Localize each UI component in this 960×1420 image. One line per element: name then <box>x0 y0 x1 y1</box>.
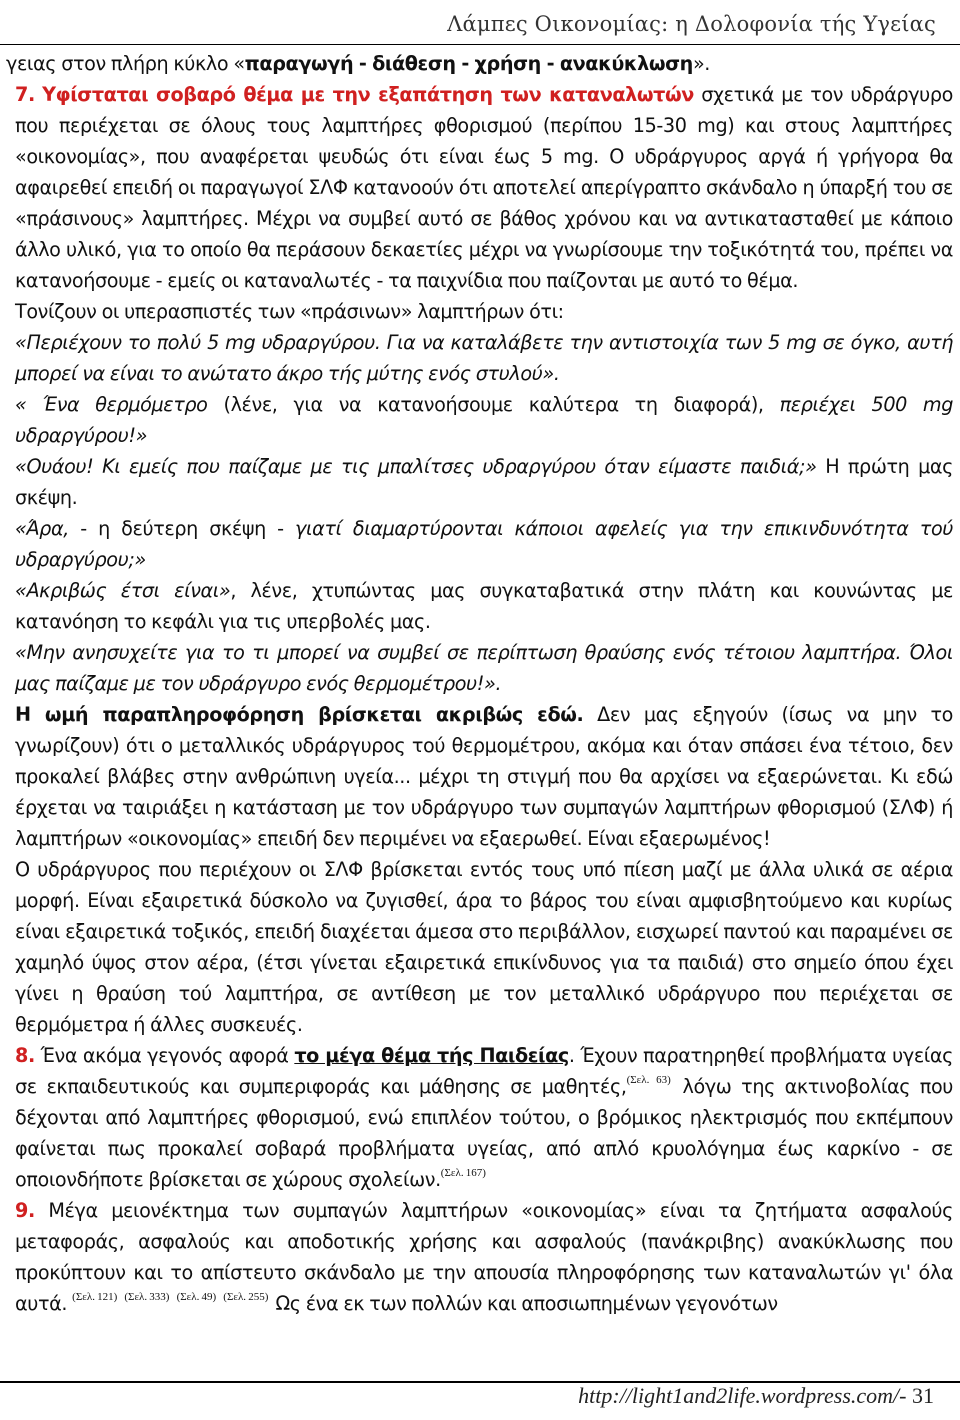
paragraph-quote-wow <box>6 451 953 513</box>
page-reference: (Σελ. 63) <box>626 1074 671 1086</box>
page-reference: (Σελ. 49) <box>176 1291 217 1303</box>
text-span: Ένα ακόμα γεγονός αφορά <box>34 1044 295 1067</box>
paragraph-item-8 <box>6 1040 953 1195</box>
text-span: - η δεύτερη σκέψη - <box>68 517 296 540</box>
italic-span: γιατί διαμαρτύρονται κάποιοι αφελείς για την επικινδυνότητα τού υδραργύρου;» <box>15 517 953 571</box>
text-span: Δεν μας εξηγούν (ίσως να μην το γνωρίζουν) ότι ο μεταλλικός υδράργυρος τού θερμομέτρου, ακόμα και όταν σπάσει ένα τέτοιο, δεν προκαλεί βλάβες στην ανθρώπινη υγεία... μέχρι τη στιγμή που θα αρχίσει να εξαερώνεται. Κι εδώ έρχεται να ταιριάξει η κατάσταση με τον υδράργυρο των συμπαγών λαμπτήρων φθορισμού (ΣΛΦ) ή λαμπτήρων «οικονομίας» επειδή δεν περιμένει να εξαερωθεί. Είναι εξαερωμένος! <box>15 703 953 850</box>
paragraph-second-thought <box>6 513 953 575</box>
underlined-phrase: το μέγα θέμα τής Παιδείας <box>294 1044 569 1067</box>
item-number: 8. <box>15 1044 35 1067</box>
page-reference: (Σελ. 167) <box>440 1167 486 1179</box>
italic-span: «Ουάου! Κι εμείς που παίζαμε με τις μπαλίτσες υδραργύρου όταν είμαστε παιδιά;» <box>15 455 817 478</box>
body-text <box>6 48 953 1319</box>
item-number: 9. <box>15 1199 35 1222</box>
paragraph-exactly <box>6 575 953 637</box>
paragraph-dont-worry: «Μην ανησυχείτε για το τι μπορεί να συμβεί σε περίπτωση θραύσης ενός τέτοιου λαμπτήρα. Όλοι μας παίζαμε με τον υδράργυρο ενός θερμομέτρου!». <box>15 641 953 695</box>
text-span: Ως ένα εκ των πολλών και αποσιωπημένων γεγονότων <box>270 1292 778 1315</box>
text-span: Η πρώτη μας σκέψη. <box>15 455 953 509</box>
item-number: 7. <box>15 83 35 106</box>
text-span: σχετικά με τον υδράργυρο που περιέχεται σε όλους τους λαμπτήρες φθορισμού (περίπου 15-30 mg) και στους λαμπτήρες «οικονομίας», που αναφέρεται ψευδώς ότι είναι έως 5 mg. Ο υδράργυρος αργά ή γρήγορα θα αφαιρεθεί επειδή οι παραγωγοί ΣΛΦ κατανοούν ότι αποτελεί απερίγραπτο σκάνδαλο η ύπαρξή του σε «πράσινους» λαμπτήρες. Μέχρι να συμβεί αυτό σε βάθος χρόνου και να αντικατασταθεί με κάποιο άλλο υλικό, για το οποίο θα περάσουν δεκαετίες μέχρι να γνωρίσουμε την τοξικότητά του, πρέπει να κατανοήσουμε - εμείς οι καταναλωτές - τα παιχνίδια που παίζονται με αυτό το θέμα. <box>15 83 953 292</box>
page-footer <box>578 1383 934 1409</box>
page-reference: (Σελ. 255) <box>223 1291 269 1303</box>
red-heading-phrase: Υφίσταται σοβαρό θέμα με την εξαπάτηση των καταναλωτών <box>42 83 694 106</box>
text-span: (λένε, για να κατανοήσουμε καλύτερα τη διαφορά), <box>207 393 780 416</box>
text-span: γειας στον πλήρη κύκλο « <box>6 52 245 75</box>
text-span: Μέγα μειονέκτημα των συμπαγών λαμπτήρων «οικονομίας» είναι τα ζητήματα ασφαλούς μεταφοράς, ασφαλούς και αποδοτικής χρήσης και ασφαλούς (πανάκριβης) ανακύκλωσης που προκύπτουν και το απίστευτο σκάνδαλο με την απουσία πληροφόρησης των καταναλωτών γι' όλα αυτά. <box>15 1199 953 1315</box>
italic-span: «Ακριβώς έτσι είναι» <box>15 579 231 602</box>
page-reference: (Σελ. 333) <box>124 1291 170 1303</box>
page-reference: (Σελ. 121) <box>72 1291 118 1303</box>
page-number: - 31 <box>899 1383 934 1408</box>
text-span: ». <box>692 52 710 75</box>
running-header: Λάμπες Οικονομίας: η Δολοφονία τής Υγείας <box>447 12 936 36</box>
paragraph-quote-thermometer <box>6 389 953 451</box>
header-rule <box>0 44 960 45</box>
bold-phrase: Η ωμή παραπληροφόρηση βρίσκεται ακριβώς εδώ. <box>15 703 584 726</box>
italic-span: περιέχει 500 mg υδραργύρου!» <box>15 393 953 447</box>
text-span: . Έχουν παρατηρηθεί προβλήματα υγείας σε εκπαιδευτικούς και συμπεριφοράς και μάθησης σε μαθητές, <box>15 1044 953 1098</box>
bold-phrase: παραγωγή - διάθεση - χρήση - ανακύκλωση <box>244 52 693 75</box>
paragraph-mercury-pressure: Ο υδράργυρος που περιέχουν οι ΣΛΦ βρίσκεται εντός τους υπό πίεση μαζί με άλλα υλικά σε αέρια μορφή. Είναι εξαιρετικά δύσκολο να ζυγισθεί, άρα το βάρος του είναι αμφισβητούμενο και κυρίως είναι εξαιρετικά τοξικός, επειδή διαχέεται άμεσα στο περιβάλλον, εισχωρεί παντού και παραμένει σε χαμηλό ύψος στον αέρα, (έτσι γίνεται εξαιρετικά επικίνδυνος για τα παιδιά) στο σημείο όπου έχει γίνει η θραύση τού λαμπτήρα, σε αντίθεση με τον μεταλλικό υδράργυρο που περιέχεται σε θερμόμετρα ή άλλες συσκευές. <box>15 858 953 1036</box>
italic-span: « Ένα θερμόμετρο <box>15 393 208 416</box>
paragraph-item-7 <box>6 79 953 296</box>
footer-url: http://light1and2life.wordpress.com/ <box>578 1383 900 1408</box>
text-span: λόγω της ακτινοβολίας που δέχονται από λαμπτήρες φθορισμού, ενώ επιπλέον τούτου, ο βρόμικος ηλεκτρισμός που εκπέμπουν φαίνεται πως προκαλεί σοβαρά προβλήματα υγείας, από απλό κρυολόγημα έως καρκίνο - σε οποιονδήποτε βρίσκεται σε χώρους σχολείων. <box>15 1075 953 1191</box>
text-span: , λένε, χτυπώντας μας συγκαταβατικά στην πλάτη και κουνώντας με κατανόηση το κεφάλι για τις υπερβολές μας. <box>15 579 953 633</box>
italic-span: «Άρα, <box>15 517 69 540</box>
paragraph-claim-intro: Τονίζουν οι υπερασπιστές των «πράσινων» λαμπτήρων ότι: <box>15 300 564 323</box>
paragraph-item-9 <box>6 1195 953 1319</box>
paragraph-misinformation <box>6 699 953 854</box>
paragraph-quote-5mg: «Περιέχουν το πολύ 5 mg υδραργύρου. Για να καταλάβετε την αντιστοιχία των 5 mg σε όγκο, αυτή μπορεί να είναι το ανώτατο άκρο τής μύτης ενός στυλού». <box>15 331 953 385</box>
paragraph-continuation <box>6 48 953 79</box>
